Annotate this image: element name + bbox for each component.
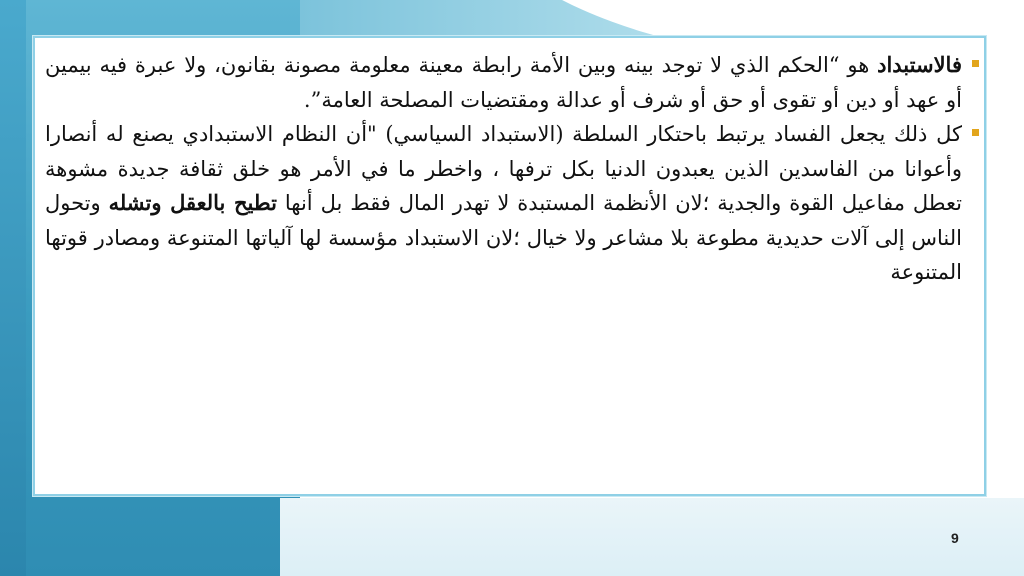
page-number: 9 <box>951 530 959 546</box>
bullet-list <box>45 48 962 290</box>
background-bottom-band <box>280 498 1024 576</box>
bullet-1-text: هو “الحكم الذي لا توجد بينه وبين الأمة رابطة معينة معلومة مصونة بقانون، ولا عبرة فيه بيمين أو عهد أو دين أو تقوى أو حق أو شرف أو عدالة ومقتضيات المصلحة العامة”. <box>45 53 962 112</box>
background-left-stripe <box>0 0 26 576</box>
bullet-2-text-after: وتحول الناس إلى آلات حديدية مطوعة بلا مشاعر ولا خيال ؛لان الاستبداد مؤسسة لها آلياتها المتنوعة ومصادر قوتها المتنوعة <box>45 191 962 284</box>
bullet-item-1 <box>45 48 962 117</box>
bullet-2-bold-phrase: تطيح بالعقل وتشله <box>108 190 277 215</box>
slide-content-box <box>33 36 986 496</box>
bullet-item-2 <box>45 117 962 290</box>
bullet-2-text-before: كل ذلك يجعل الفساد يرتبط باحتكار السلطة (الاستبداد السياسي) "أن النظام الاستبدادي يصنع له أنصارا وأعوانا من الفاسدين الذين يعبدون الدنيا بكل ترفها ، واخطر ما في الأمر هو خلق ثقافة جديدة مشوهة تعطل مفاعيل القوة والجدية ؛لان الأنظمة المستبدة لا تهدر المال فقط بل أنها <box>45 122 962 215</box>
bullet-square-icon <box>972 60 979 67</box>
bullet-1-bold-lead: فالاستبداد <box>877 52 962 77</box>
bullet-square-icon <box>972 129 979 136</box>
